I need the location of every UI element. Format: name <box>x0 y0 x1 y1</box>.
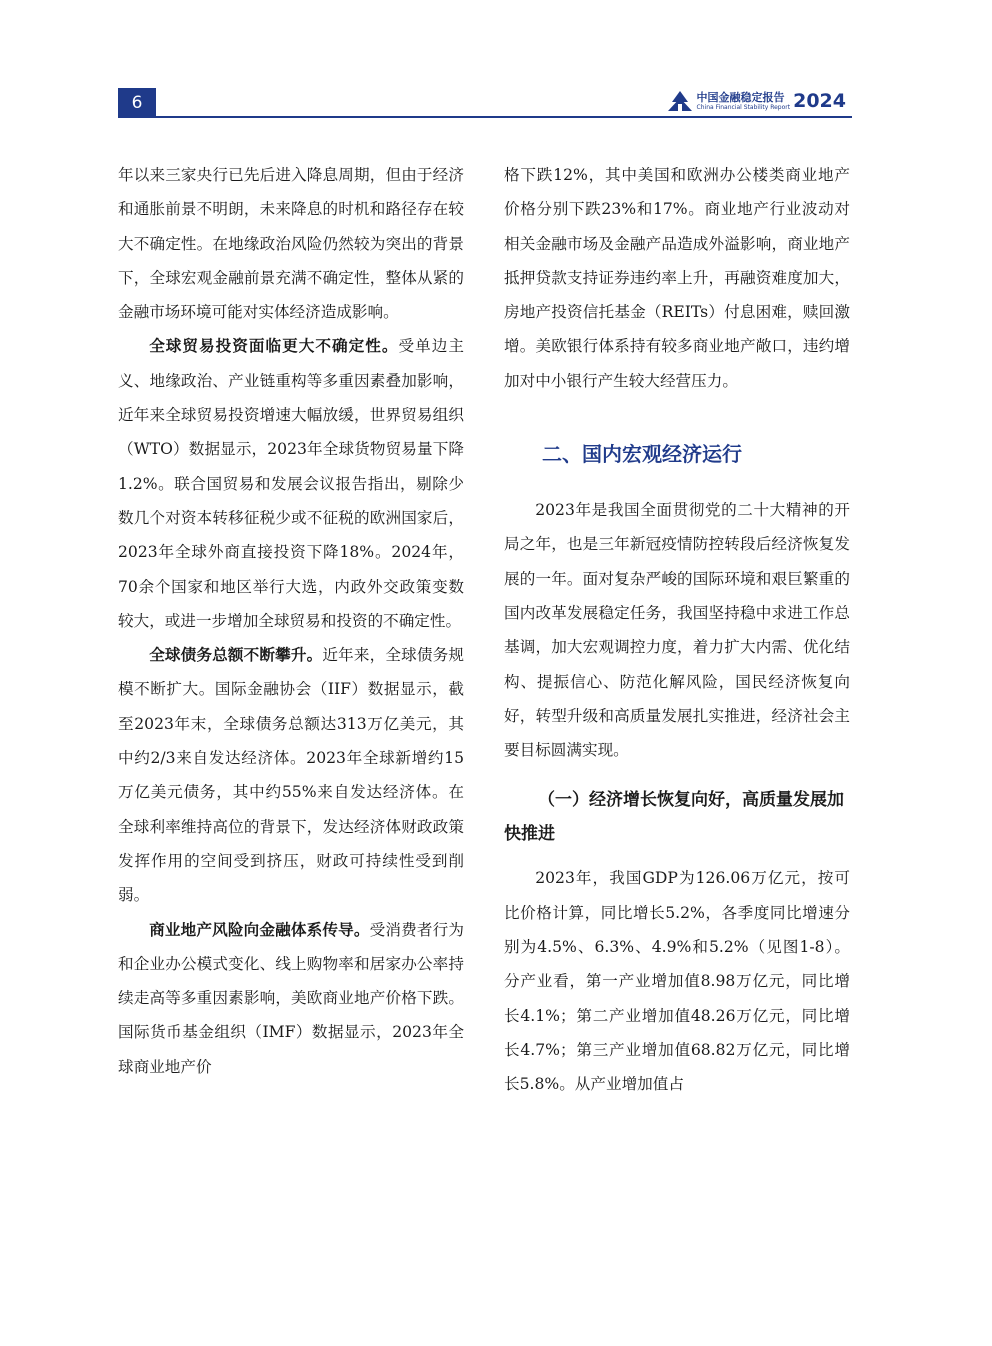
paragraph-overview: 2023年是我国全面贯彻党的二十大精神的开局之年，也是三年新冠疫情防控转段后经济恢复发展的一年。面对复杂严峻的国际环境和艰巨繁重的国内改革发展稳定任务，我国坚持稳中求进工作总基调，加大宏观调控力度，着力扩大内需、优化结构、提振信心、防范化解风险，国民经济恢复向好，转型升级和高质量发展扎实推进，经济社会主要目标圆满实现。 <box>504 501 850 760</box>
paragraph-continued: 格下跌12%，其中美国和欧洲办公楼类商业地产价格分别下跌23%和17%。商业地产行业波动对相关金融市场及金融产品造成外溢影响，商业地产抵押贷款支持证券违约率上升，再融资难度加大，房地产投资信托基金（REITs）付息困难，赎回激增。美欧银行体系持有较多商业地产敞口，违约增加对中小银行产生较大经营压力。 <box>504 166 850 390</box>
paragraph-gdp: 2023年，我国GDP为126.06万亿元，按可比价格计算，同比增长5.2%，各季度同比增速分别为4.5%、6.3%、4.9%和5.2%（见图1-8）。分产业看，第一产业增加值8.98万亿元，同比增长4.1%；第二产业增加值48.26万亿元，同比增长4.7%；第三产业增加值68.82万亿元，同比增长5.8%。从产业增加值占 <box>504 869 850 1094</box>
paragraph-continued: 年以来三家央行已先后进入降息周期，但由于经济和通胀前景不明朗，未来降息的时机和路径存在较大不确定性。在地缘政治风险仍然较为突出的背景下，全球宏观金融前景充满不确定性，整体从紧的金融市场环境可能对实体经济造成影响。 <box>118 166 464 322</box>
brand-text <box>697 92 791 111</box>
paragraph-global-debt <box>118 638 464 912</box>
brand-year: 2024 <box>793 90 846 112</box>
brand-title-cn: 中国金融稳定报告 <box>696 90 785 104</box>
paragraph-lead: 全球贸易投资面临更大不确定性。 <box>149 337 399 356</box>
paragraph-trade-investment <box>118 329 464 638</box>
report-brand <box>667 88 846 114</box>
paragraph-body: 受消费者行为和企业办公模式变化、线上购物率和居家办公率持续走高等多重因素影响，美欧商业地产价格下跌。国际货币基金组织（IMF）数据显示，2023年全球商业地产价 <box>118 920 464 1076</box>
subsection-title: （一）经济增长恢复向好，高质量发展加快推进 <box>504 790 844 845</box>
page-number: 6 <box>118 88 156 118</box>
header-rule <box>156 116 852 118</box>
paragraph-commercial-real-estate <box>118 913 464 1084</box>
report-logo-icon <box>667 90 693 112</box>
brand-title-en: China Financial Stability Report <box>696 103 791 111</box>
left-column <box>118 158 464 1084</box>
paragraph-lead: 全球债务总额不断攀升。 <box>149 646 323 665</box>
paragraph-lead: 商业地产风险向金融体系传导。 <box>149 920 370 939</box>
section-title: 二、国内宏观经济运行 <box>542 442 742 467</box>
paragraph-body: 受单边主义、地缘政治、产业链重构等多重因素叠加影响，近年来全球贸易投资增速大幅放缓，世界贸易组织（WTO）数据显示，2023年全球货物贸易量下降1.2%。联合国贸易和发展会议报告指出，剔除少数几个对资本转移征税少或不征税的欧洲国家后，2023年全球外商直接投资下降18%。2024年，70余个国家和地区举行大选，内政外交政策变数较大，或进一步增加全球贸易和投资的不确定性。 <box>118 337 464 630</box>
paragraph-body: 近年来，全球债务规模不断扩大。国际金融协会（IIF）数据显示，截至2023年末，全球债务总额达313万亿美元，其中约2/3来自发达经济体。2023年全球新增约15万亿美元债务，其中约55%来自发达经济体。在全球利率维持高位的背景下，发达经济体财政政策发挥作用的空间受到挤压，财政可持续性受到削弱。 <box>118 646 464 905</box>
page-header <box>118 88 852 118</box>
right-column <box>504 158 850 1102</box>
